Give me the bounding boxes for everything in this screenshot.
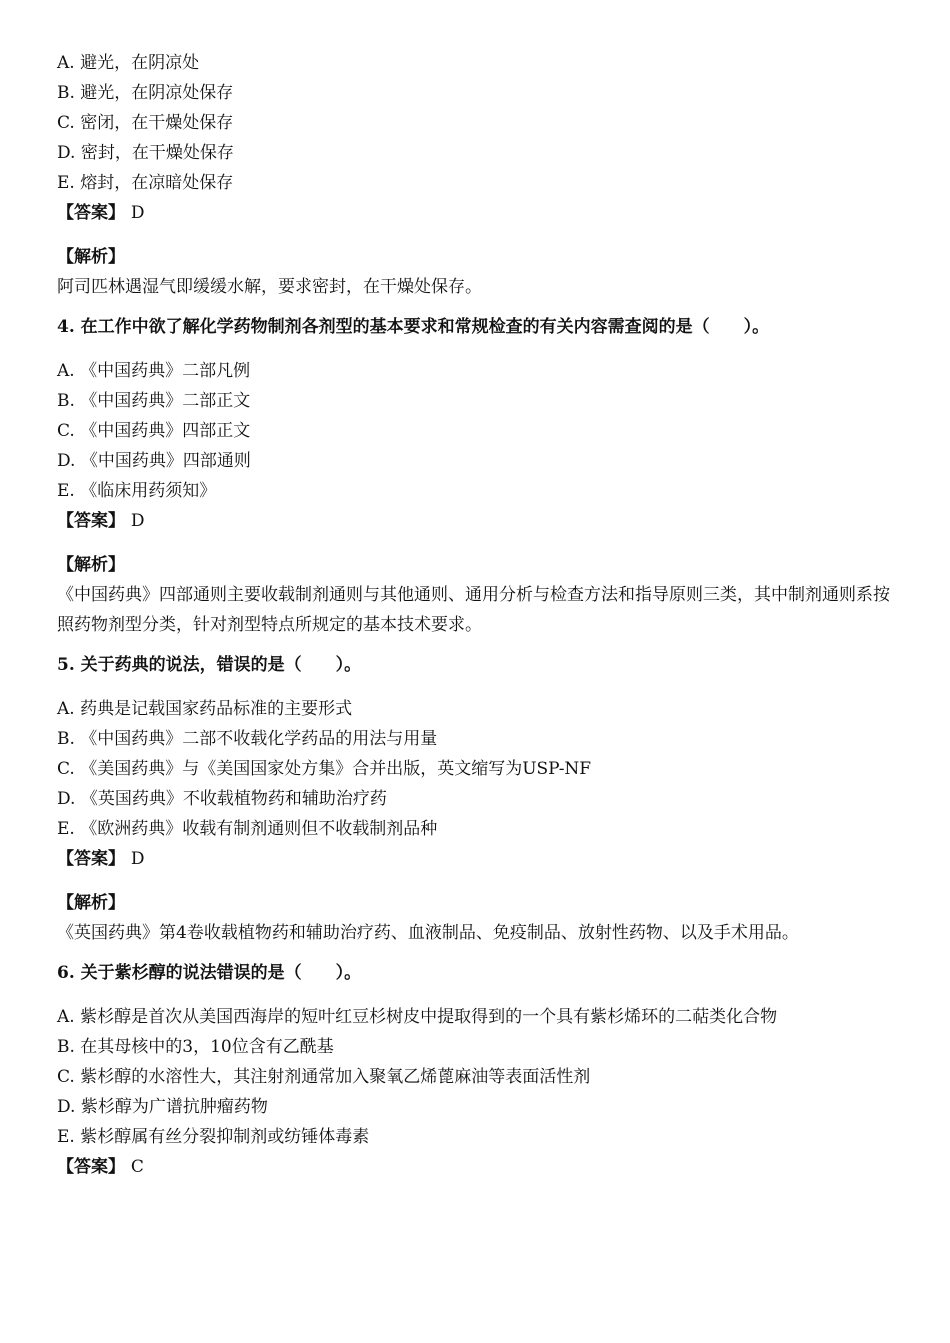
answer-label: 【答案】	[57, 511, 125, 531]
option-d: D. 《英国药典》不收载植物药和辅助治疗药	[57, 789, 387, 809]
answer-label: 【答案】	[57, 849, 125, 869]
option-a: A. 紫杉醇是首次从美国西海岸的短叶红豆杉树皮中提取得到的一个具有紫杉烯环的二萜类化合物	[57, 1007, 778, 1027]
option-d: D. 密封，在干燥处保存	[57, 143, 234, 163]
answer-value: D	[130, 511, 145, 531]
option-e: E. 《欧洲药典》收载有制剂通则但不收载制剂品种	[57, 819, 438, 839]
answer-label: 【答案】	[57, 203, 125, 223]
option-e: E. 紫杉醇属有丝分裂抑制剂或纺锤体毒素	[57, 1127, 370, 1147]
option-a: A. 避光，在阴凉处	[57, 53, 200, 73]
option-b: B. 《中国药典》二部正文	[57, 391, 251, 411]
option-a: A. 药典是记载国家药品标准的主要形式	[57, 699, 353, 719]
option-e: E. 《临床用药须知》	[57, 481, 217, 501]
analysis-text: 阿司匹林遇湿气即缓缓水解，要求密封，在干燥处保存。	[57, 277, 482, 297]
analysis-label: 【解析】	[57, 893, 125, 913]
question-5	[57, 650, 897, 948]
prev-question-block	[57, 48, 897, 302]
answer-line	[57, 198, 897, 228]
answer-line	[57, 1152, 897, 1182]
answer-line	[57, 844, 897, 874]
analysis-text: 《中国药典》四部通则主要收载制剂通则与其他通则、通用分析与检查方法和指导原则三类，其中制剂通则系按照药物剂型分类，针对剂型特点所规定的基本技术要求。	[57, 585, 890, 635]
option-c: C. 紫杉醇的水溶性大，其注射剂通常加入聚氧乙烯蓖麻油等表面活性剂	[57, 1067, 591, 1087]
option-b: B. 《中国药典》二部不收载化学药品的用法与用量	[57, 729, 438, 749]
analysis-label: 【解析】	[57, 555, 125, 575]
analysis-text: 《英国药典》第4卷收载植物药和辅助治疗药、血液制品、免疫制品、放射性药物、以及手术用品。	[57, 923, 799, 943]
answer-value: D	[130, 203, 145, 223]
option-d: D. 紫杉醇为广谱抗肿瘤药物	[57, 1097, 268, 1117]
answer-value: C	[130, 1157, 144, 1177]
option-a: A. 《中国药典》二部凡例	[57, 361, 251, 381]
answer-line	[57, 506, 897, 536]
option-b: B. 避光，在阴凉处保存	[57, 83, 234, 103]
option-e: E. 熔封，在凉暗处保存	[57, 173, 234, 193]
option-c: C. 密闭，在干燥处保存	[57, 113, 234, 133]
question-stem: 5. 关于药典的说法，错误的是（ ）。	[57, 655, 362, 675]
answer-value: D	[130, 849, 145, 869]
document-page	[57, 48, 897, 1182]
question-stem: 4. 在工作中欲了解化学药物制剂各剂型的基本要求和常规检查的有关内容需查阅的是（ ）。	[57, 317, 770, 337]
question-stem: 6. 关于紫杉醇的说法错误的是（ ）。	[57, 963, 362, 983]
question-4	[57, 312, 897, 640]
option-c: C. 《美国药典》与《美国国家处方集》合并出版，英文缩写为USP-NF	[57, 759, 592, 779]
option-c: C. 《中国药典》四部正文	[57, 421, 251, 441]
option-b: B. 在其母核中的3，10位含有乙酰基	[57, 1037, 334, 1057]
option-d: D. 《中国药典》四部通则	[57, 451, 251, 471]
answer-label: 【答案】	[57, 1157, 125, 1177]
question-6	[57, 958, 897, 1182]
analysis-label: 【解析】	[57, 247, 125, 267]
